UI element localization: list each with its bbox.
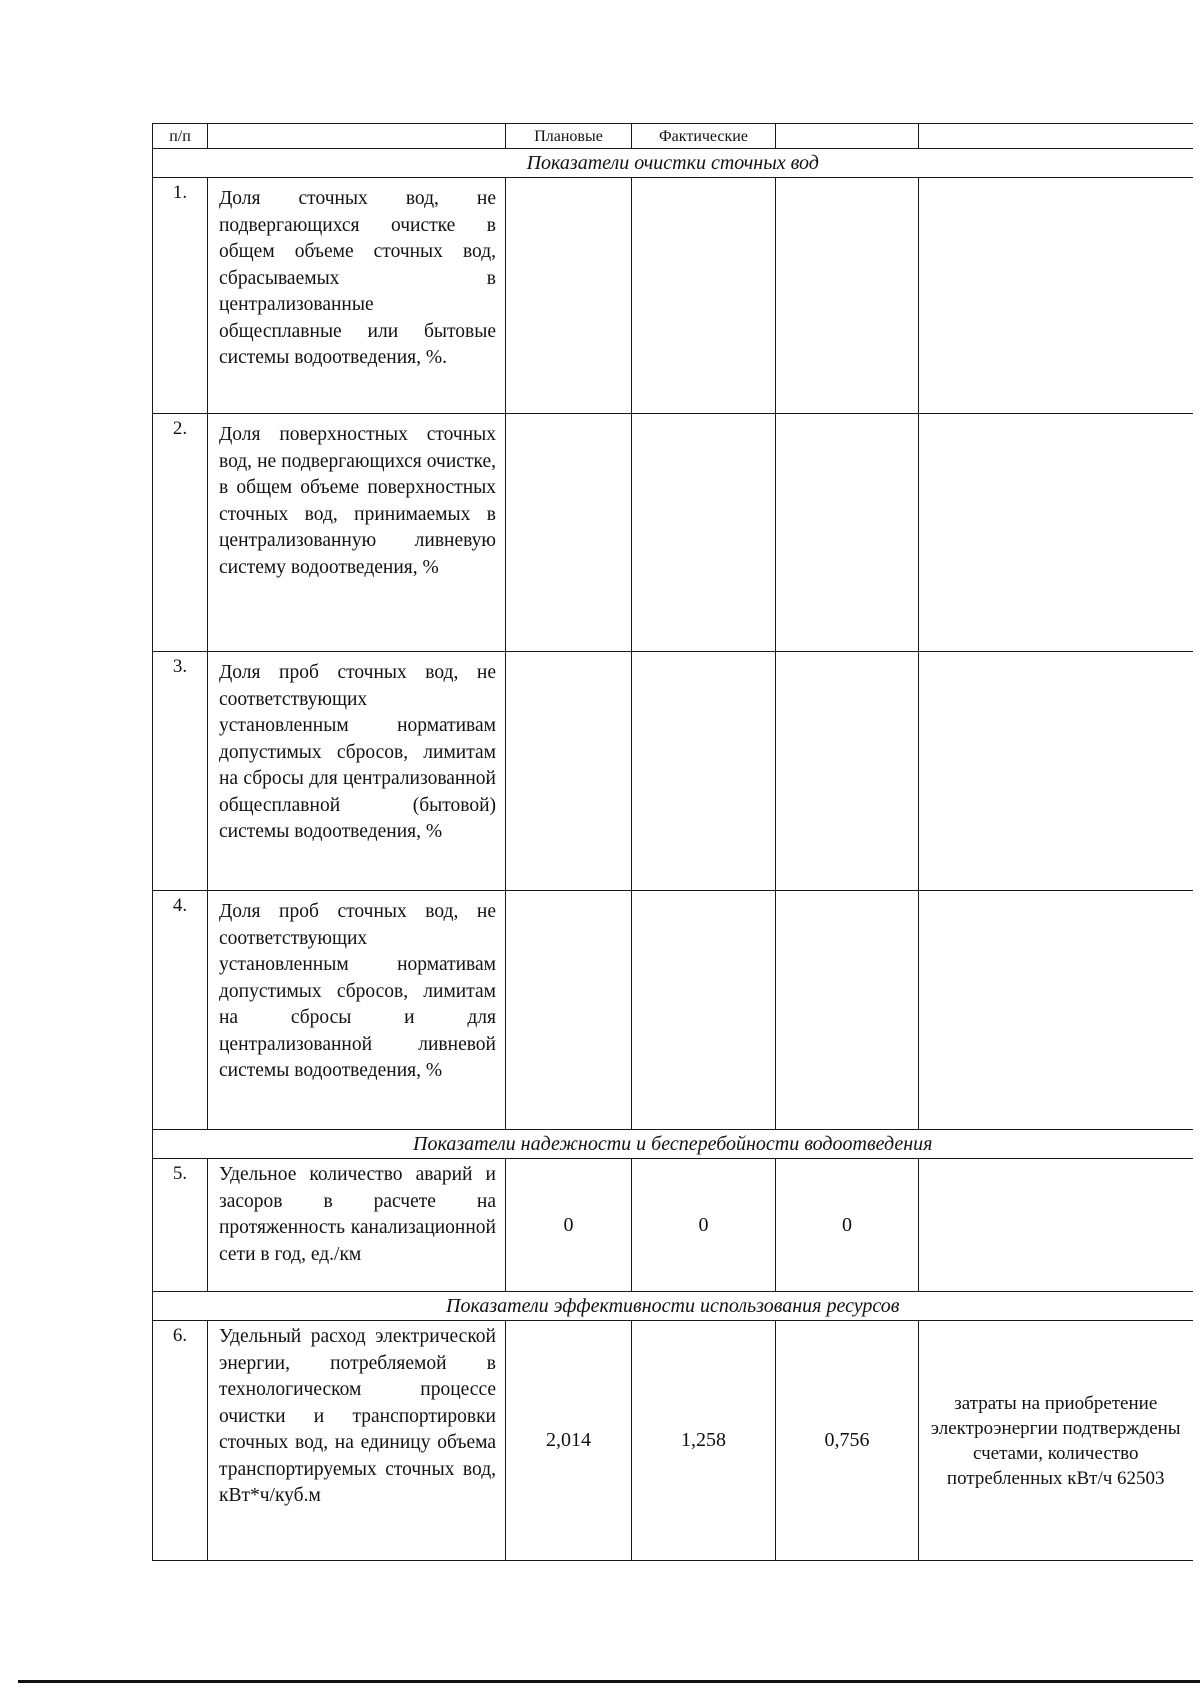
table-row [153,1321,1193,1561]
row-number: 5. [153,1159,208,1292]
row-planned-value [506,414,632,652]
row-actual-value [632,414,776,652]
indicators-table [152,123,1193,1561]
row-number: 3. [153,652,208,891]
row-actual-value [632,891,776,1130]
header-deviation [776,124,919,149]
row-deviation-value: 0 [776,1159,919,1292]
row-deviation-value [776,652,919,891]
row-number: 6. [153,1321,208,1561]
section-title-cleaning: Показатели очистки сточных вод [153,149,1193,178]
row-planned-value: 2,014 [506,1321,632,1561]
section-row [153,149,1193,178]
header-description [208,124,506,149]
row-note: затраты на приобретение электроэнергии подтверждены счетами, количество потребленных кВт/ч 62503 [919,1321,1193,1561]
row-actual-value [632,178,776,414]
row-actual-value: 1,258 [632,1321,776,1561]
section-row [153,1292,1193,1321]
row-planned-value [506,652,632,891]
row-description: Удельный расход электрической энергии, потребляемой в технологическом процессе очистки и транспортировки сточных вод, на единицу объема транспортируемых сточных вод, кВт*ч/куб.м [208,1321,506,1561]
row-actual-value [632,652,776,891]
row-planned-value [506,178,632,414]
row-description: Удельное количество аварий и засоров в расчете на протяженность канализационной сети в год, ед./км [208,1159,506,1292]
row-description: Доля поверхностных сточных вод, не подвергающихся очистке, в общем объеме поверхностных сточных вод, принимаемых в централизованную ливневую систему водоотведения, % [208,414,506,652]
page-bottom-rule [18,1680,1200,1683]
row-note [919,414,1193,652]
section-row [153,1130,1193,1159]
row-number: 1. [153,178,208,414]
table-row [153,178,1193,414]
table-row [153,891,1193,1130]
header-note [919,124,1193,149]
table-header-row [153,124,1193,149]
section-title-reliability: Показатели надежности и бесперебойности водоотведения [153,1130,1193,1159]
table-row [153,414,1193,652]
table-row [153,1159,1193,1292]
row-planned-value: 0 [506,1159,632,1292]
row-description: Доля проб сточных вод, не соответствующих установленным нормативам допустимых сбросов, лимитам на сбросы для централизованной общесплавной (бытовой) системы водоотведения, % [208,652,506,891]
row-description: Доля проб сточных вод, не соответствующих установленным нормативам допустимых сбросов, лимитам на сбросы и для централизованной ливневой системы водоотведения, % [208,891,506,1130]
header-planned: Плановые [506,124,632,149]
section-title-efficiency: Показатели эффективности использования ресурсов [153,1292,1193,1321]
row-deviation-value [776,891,919,1130]
header-num: п/п [153,124,208,149]
table-row [153,652,1193,891]
row-number: 4. [153,891,208,1130]
row-actual-value: 0 [632,1159,776,1292]
row-deviation-value: 0,756 [776,1321,919,1561]
row-note [919,1159,1193,1292]
header-actual: Фактические [632,124,776,149]
row-note [919,178,1193,414]
row-note [919,891,1193,1130]
row-deviation-value [776,414,919,652]
row-note [919,652,1193,891]
row-description: Доля сточных вод, не подвергающихся очистке в общем объеме сточных вод, сбрасываемых в централизованные общесплавные или бытовые системы водоотведения, %. [208,178,506,414]
row-planned-value [506,891,632,1130]
row-deviation-value [776,178,919,414]
row-number: 2. [153,414,208,652]
